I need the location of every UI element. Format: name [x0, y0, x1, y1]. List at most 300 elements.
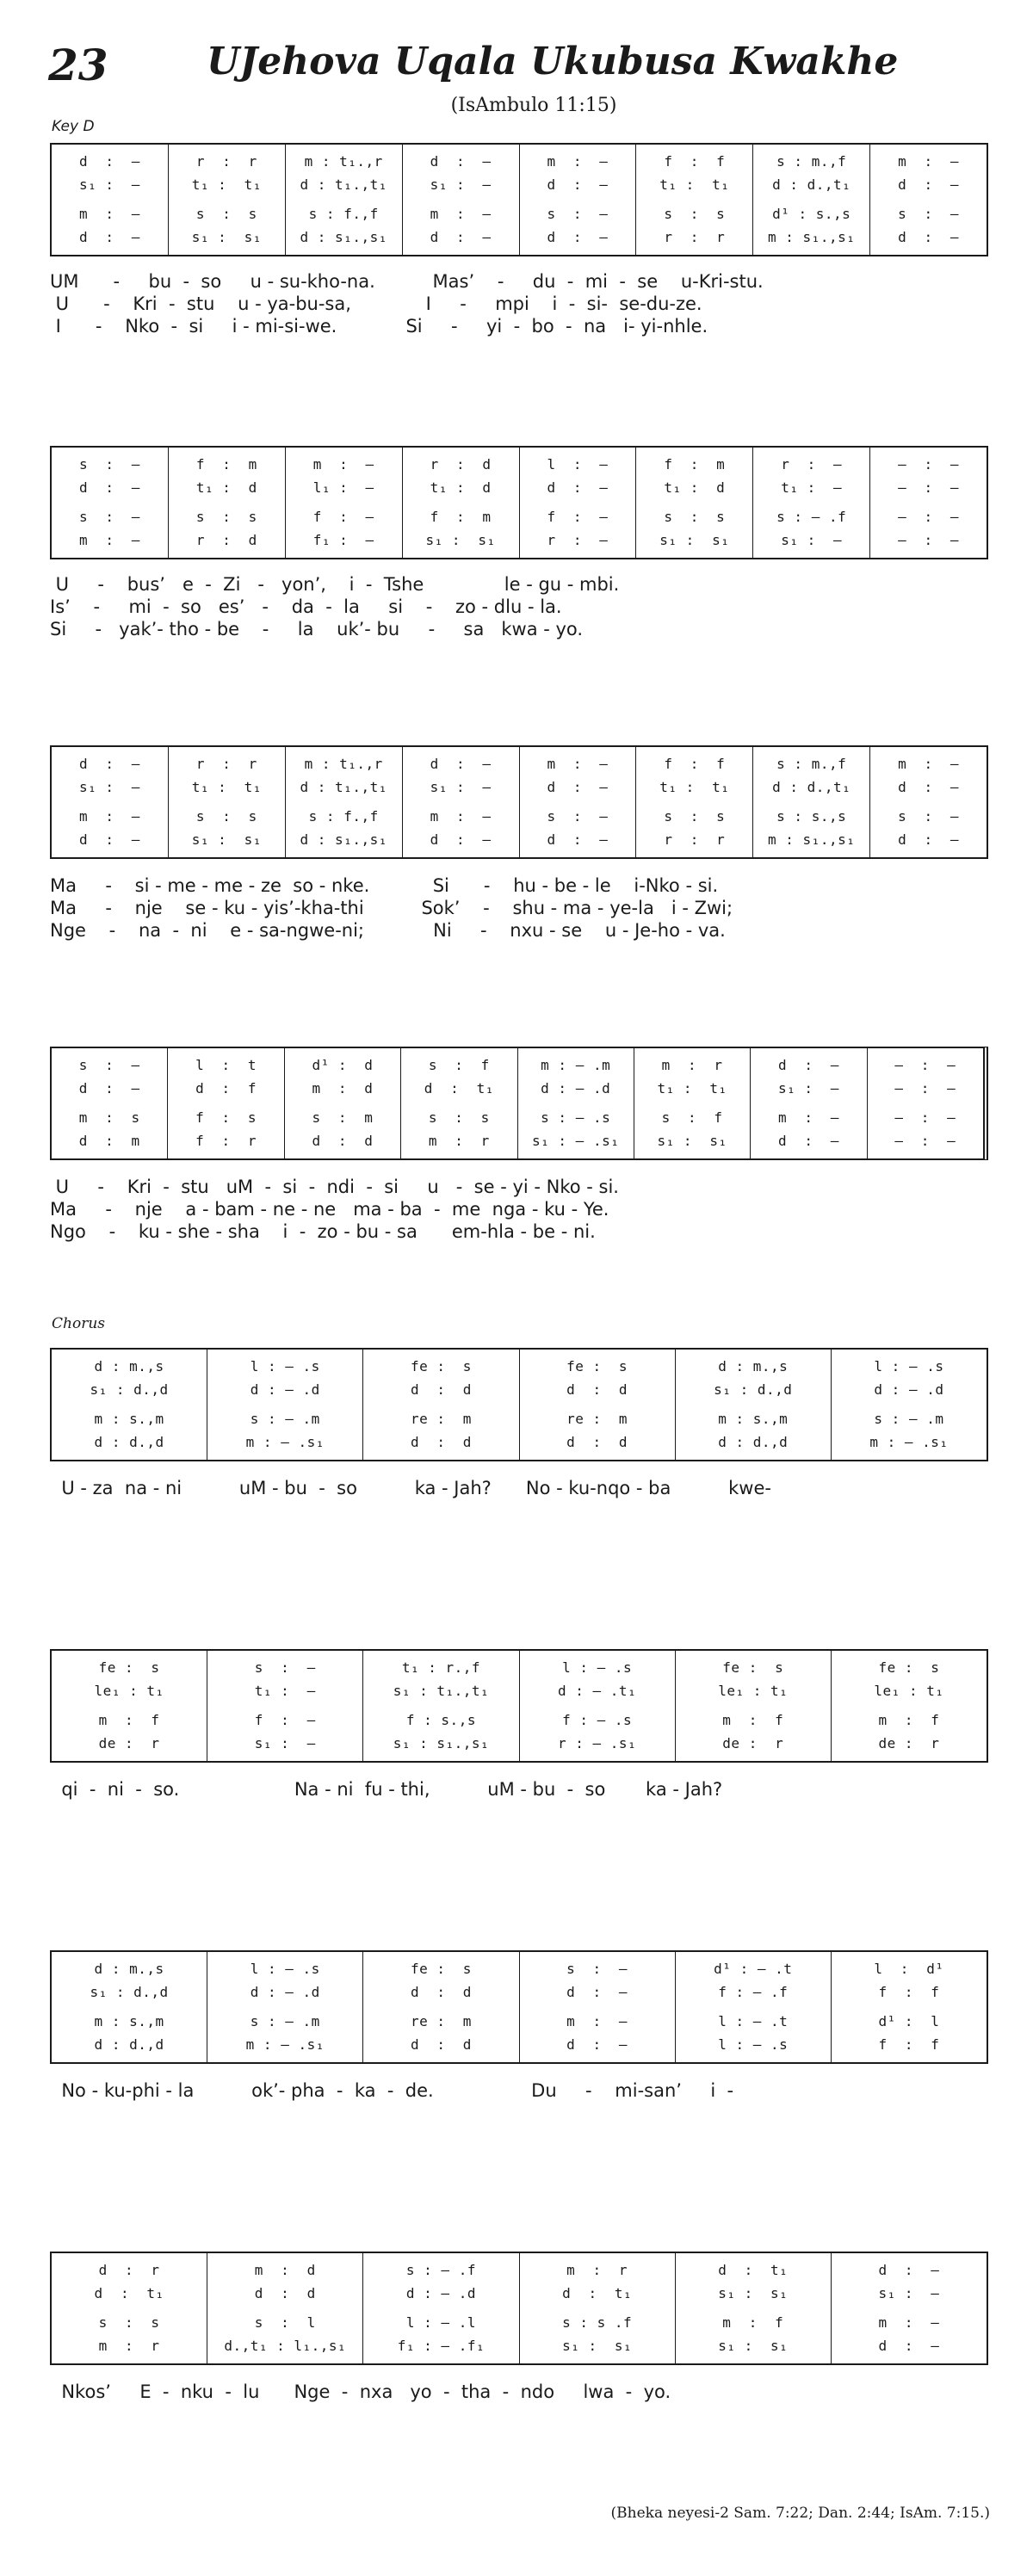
measure — [831, 1651, 987, 1761]
measure — [402, 448, 519, 558]
voice-notes: r : r — [195, 756, 257, 772]
voice-notes: s : — — [898, 205, 960, 222]
voice-notes: f : f — [664, 756, 726, 772]
voice-notes: s₁ : s₁ — [657, 1132, 727, 1149]
measure — [519, 747, 636, 857]
measure — [52, 2253, 207, 2363]
voice-notes: d : d.,t₁ — [772, 779, 851, 796]
measure — [284, 1048, 400, 1158]
voice-notes: f : r — [195, 1132, 257, 1149]
voice-notes: d : — — [566, 2035, 628, 2053]
measure — [519, 1952, 675, 2062]
voice-notes: m : t₁.,r — [304, 756, 383, 772]
voice-notes: d : d.,d — [94, 2035, 164, 2053]
voice-notes: l : — .s — [874, 1358, 944, 1374]
voice-notes: m : — — [430, 807, 492, 825]
voice-notes: m : — — [777, 1109, 839, 1126]
voice-notes: m : — — [547, 756, 609, 772]
voice-notes: d : — — [777, 1132, 839, 1149]
voice-notes: s : s — [664, 807, 726, 825]
voice-notes: s₁ : s₁ — [425, 531, 496, 548]
voice-notes: d¹ : d — [312, 1057, 374, 1073]
voice-notes: s₁ : d.,d — [90, 1984, 169, 2001]
lyrics-block — [50, 270, 988, 337]
voice-notes: f : m — [195, 456, 257, 473]
voice-notes: f : f — [664, 153, 726, 170]
voice-notes: — : — — [898, 508, 960, 525]
voice-notes: d : m.,s — [718, 1358, 789, 1374]
voice-notes: d : — — [430, 756, 492, 772]
measure — [519, 1350, 675, 1460]
voice-notes: f₁ : — .f₁ — [397, 2337, 486, 2354]
voice-notes: m : — .s₁ — [869, 1433, 949, 1450]
voice-notes: d : — — [547, 479, 609, 497]
voice-notes: d : t₁ — [562, 2285, 633, 2302]
voice-notes: r : — — [781, 456, 843, 473]
voice-notes: d : — — [547, 779, 609, 796]
voice-notes: d : s₁.,s₁ — [300, 228, 387, 245]
voice-notes: m : — .s₁ — [245, 2035, 325, 2053]
lyric-line: qi - ni - so. Na - ni fu - thi, uM - bu - so ka - Jah? — [50, 1779, 723, 1800]
voice-notes: d : d.,t₁ — [772, 176, 851, 194]
measure — [52, 448, 168, 558]
voice-notes: f : f — [878, 2035, 940, 2053]
voice-notes: de : r — [722, 1734, 784, 1751]
voice-notes: f : s.,s — [405, 1711, 476, 1728]
measure — [285, 747, 402, 857]
voice-notes: fe : s — [566, 1358, 628, 1374]
voice-notes: m : s.,m — [94, 2012, 164, 2029]
voice-notes: d : t₁.,t₁ — [300, 176, 387, 194]
voice-notes: s₁ : s₁ — [718, 2285, 789, 2302]
voice-notes: d : t₁ — [718, 2262, 789, 2278]
measure — [635, 448, 752, 558]
measure — [675, 1952, 831, 2062]
voice-notes: fe : s — [410, 1358, 472, 1374]
voice-notes: r : r — [195, 153, 257, 170]
voice-notes: l : — .s — [562, 1659, 633, 1676]
song-number: 23 — [48, 40, 108, 90]
voice-notes: d : — — [566, 1984, 628, 2001]
voice-notes: s : m — [312, 1109, 374, 1126]
voice-notes: le₁ : t₁ — [94, 1683, 164, 1700]
voice-notes: s : f — [428, 1057, 490, 1073]
voice-notes: m : r — [566, 2262, 628, 2278]
voice-notes: l : — .s — [250, 1961, 320, 1977]
voice-notes: — : — — [894, 1057, 956, 1073]
voice-notes: le₁ : t₁ — [718, 1683, 789, 1700]
voice-notes: — : — — [894, 1132, 956, 1149]
measure — [675, 1651, 831, 1761]
measure — [634, 1048, 750, 1158]
voice-notes: d¹ : l — [878, 2012, 940, 2029]
measure — [869, 145, 987, 255]
key-signature: Key D — [52, 118, 95, 135]
measure — [285, 145, 402, 255]
voice-notes: d : r — [98, 2262, 160, 2278]
measure — [285, 448, 402, 558]
voice-notes: d : — — [878, 2262, 940, 2278]
voice-notes: m : f — [878, 1711, 940, 1728]
voice-notes: r : r — [664, 228, 726, 245]
voice-notes: s : f — [661, 1109, 723, 1126]
voice-notes: f : s — [195, 1109, 257, 1126]
voice-notes: f : — — [254, 1711, 316, 1728]
lyrics-block — [50, 2381, 988, 2403]
song-header — [0, 0, 1033, 146]
voice-notes: t₁ : t₁ — [191, 779, 262, 796]
voice-notes: d : f — [195, 1080, 257, 1097]
voice-notes: f : — .f — [718, 1984, 789, 2001]
voice-notes: d : — — [78, 479, 140, 497]
voice-notes: fe : s — [98, 1659, 160, 1676]
measure — [831, 1350, 987, 1460]
voice-notes: s : — .f — [405, 2262, 476, 2278]
voice-notes: s : — — [78, 508, 140, 525]
voice-notes: m : s₁.,s₁ — [768, 831, 856, 848]
voice-notes: fe : s — [878, 1659, 940, 1676]
lyric-line: Ma - si - me - me - ze so - nke. Si - hu - be - le i-Nko - si. — [50, 875, 719, 896]
voice-notes: d : — — [78, 228, 140, 245]
voice-notes: d : m.,s — [94, 1961, 164, 1977]
voice-notes: fe : s — [722, 1659, 784, 1676]
measure — [675, 1350, 831, 1460]
voice-notes: s : — .m — [874, 1410, 944, 1427]
voice-notes: d : d — [312, 1132, 374, 1149]
voice-notes: s₁ : t₁.,t₁ — [393, 1683, 490, 1700]
voice-notes: s : — .s — [541, 1109, 611, 1126]
voice-notes: — : — — [898, 479, 960, 497]
voice-notes: m : r — [98, 2337, 160, 2354]
voice-notes: t₁ : t₁ — [191, 176, 262, 194]
measure — [52, 1048, 167, 1158]
voice-notes: d : t₁.,t₁ — [300, 779, 387, 796]
voice-notes: s₁ : s₁ — [562, 2337, 633, 2354]
voice-notes: r : r — [664, 831, 726, 848]
voice-notes: d : d — [410, 1381, 472, 1399]
measure — [752, 747, 869, 857]
voice-notes: s : f.,f — [308, 807, 379, 825]
voice-notes: s : — .m — [250, 2012, 320, 2029]
voice-notes: m : — — [78, 531, 140, 548]
voice-notes: d : s₁.,s₁ — [300, 831, 387, 848]
voice-notes: d : m — [78, 1132, 140, 1149]
voice-notes: de : r — [98, 1734, 160, 1751]
voice-notes: f : m — [430, 508, 492, 525]
measure — [52, 1350, 207, 1460]
lyrics-block — [50, 2079, 988, 2102]
voice-notes: s₁ : s₁.,s₁ — [393, 1734, 490, 1751]
voice-notes: s : — — [547, 205, 609, 222]
music-staff — [50, 1047, 988, 1160]
voice-notes: d : — — [898, 779, 960, 796]
voice-notes: d : — .d — [405, 2285, 476, 2302]
voice-notes: — : — — [898, 456, 960, 473]
voice-notes: d : d — [410, 2035, 472, 2053]
voice-notes: s₁ : — — [78, 176, 140, 194]
measure — [52, 1952, 207, 2062]
voice-notes: m : — — [78, 205, 140, 222]
voice-notes: s₁ : s₁ — [191, 228, 262, 245]
lyric-line: U - Kri - stu u - ya-bu-sa, I - mpi i - si- se-du-ze. — [50, 293, 702, 314]
voice-notes: m : s.,m — [94, 1410, 164, 1427]
lyrics-block — [50, 1778, 988, 1801]
voice-notes: d : d — [254, 2285, 316, 2302]
voice-notes: m : f — [722, 2313, 784, 2331]
lyric-line: Si - yak’- tho - be - la uk’- bu - sa kwa - yo. — [50, 619, 584, 639]
voice-notes: s : m.,f — [776, 756, 847, 772]
voice-notes: m : — — [430, 205, 492, 222]
lyric-line: I - Nko - si i - mi-si-we. Si - yi - bo - na i- yi-nhle. — [50, 316, 708, 337]
chorus-label: Chorus — [52, 1315, 105, 1332]
voice-notes: d.,t₁ : l₁.,s₁ — [224, 2337, 347, 2354]
voice-notes: l : t — [195, 1057, 257, 1073]
measure — [402, 747, 519, 857]
measure — [168, 448, 285, 558]
lyric-line: No - ku-phi - la ok’- pha - ka - de. Du - mi-san’ i - — [50, 2080, 734, 2101]
voice-notes: re : m — [566, 1410, 628, 1427]
voice-notes: d : d.,d — [718, 1433, 789, 1450]
voice-notes: le₁ : t₁ — [874, 1683, 944, 1700]
music-staff — [50, 446, 988, 559]
voice-notes: d : — — [898, 228, 960, 245]
voice-notes: s₁ : s₁ — [659, 531, 730, 548]
measure — [207, 1651, 362, 1761]
voice-notes: m : — — [547, 153, 609, 170]
voice-notes: f₁ : — — [312, 531, 374, 548]
voice-notes: s₁ : — — [430, 176, 492, 194]
voice-notes: re : m — [410, 2012, 472, 2029]
voice-notes: s₁ : — — [78, 779, 140, 796]
voice-notes: s : — — [898, 807, 960, 825]
voice-notes: d : — — [430, 153, 492, 170]
lyrics-block — [50, 874, 988, 942]
measure — [52, 747, 168, 857]
voice-notes: d : — — [898, 176, 960, 194]
voice-notes: d : — .d — [250, 1984, 320, 2001]
voice-notes: t₁ : d — [195, 479, 257, 497]
voice-notes: s₁ : — — [430, 779, 492, 796]
voice-notes: d : — — [430, 228, 492, 245]
voice-notes: d : d.,d — [94, 1433, 164, 1450]
voice-notes: d : — — [898, 831, 960, 848]
voice-notes: t₁ : — — [254, 1683, 316, 1700]
voice-notes: d : — — [878, 2337, 940, 2354]
voice-notes: s : s — [428, 1109, 490, 1126]
voice-notes: d : d — [410, 1433, 472, 1450]
voice-notes: s : s.,s — [776, 807, 847, 825]
measure — [519, 145, 636, 255]
voice-notes: l : — .t — [718, 2012, 789, 2029]
voice-notes: s₁ : — — [878, 2285, 940, 2302]
voice-notes: m : r — [428, 1132, 490, 1149]
voice-notes: s₁ : s₁ — [718, 2337, 789, 2354]
voice-notes: f : m — [664, 456, 726, 473]
measure — [362, 1350, 518, 1460]
measure — [752, 145, 869, 255]
voice-notes: m : s — [78, 1109, 140, 1126]
voice-notes: — : — — [894, 1109, 956, 1126]
voice-notes: m : — — [566, 2012, 628, 2029]
lyrics-block — [50, 1477, 988, 1499]
voice-notes: t₁ : t₁ — [659, 779, 730, 796]
voice-notes: d : d — [410, 1984, 472, 2001]
voice-notes: s : s — [664, 205, 726, 222]
voice-notes: m : — — [898, 153, 960, 170]
voice-notes: m : f — [722, 1711, 784, 1728]
voice-notes: l : d¹ — [874, 1961, 944, 1977]
voice-notes: t₁ : t₁ — [657, 1080, 727, 1097]
lyric-line: U - za na - ni uM - bu - so ka - Jah? No - ku-nqo - ba kwe- — [50, 1478, 771, 1498]
voice-notes: t₁ : r.,f — [401, 1659, 481, 1676]
voice-notes: m : s.,m — [718, 1410, 789, 1427]
voice-notes: d : m.,s — [94, 1358, 164, 1374]
measure — [52, 1651, 207, 1761]
voice-notes: d¹ : s.,s — [772, 205, 851, 222]
measure — [869, 448, 987, 558]
voice-notes: r : d — [195, 531, 257, 548]
voice-notes: d : — .d — [874, 1381, 944, 1399]
measure — [675, 2253, 831, 2363]
voice-notes: t₁ : d — [664, 479, 726, 497]
voice-notes: d : — — [78, 831, 140, 848]
measure — [517, 1048, 634, 1158]
measure — [52, 145, 168, 255]
voice-notes: m : — — [898, 756, 960, 772]
voice-notes: f : — — [312, 508, 374, 525]
voice-notes: s₁ : — — [777, 1080, 839, 1097]
voice-notes: d : t₁ — [424, 1080, 494, 1097]
voice-notes: d : — — [547, 176, 609, 194]
voice-notes: re : m — [410, 1410, 472, 1427]
voice-notes: fe : s — [410, 1961, 472, 1977]
measure — [402, 145, 519, 255]
measure — [207, 1350, 362, 1460]
voice-notes: f : — — [547, 508, 609, 525]
measure — [635, 145, 752, 255]
voice-notes: d : — .d — [541, 1080, 611, 1097]
voice-notes: s : — — [78, 456, 140, 473]
voice-notes: s₁ : d.,d — [714, 1381, 793, 1399]
measure — [519, 1651, 675, 1761]
voice-notes: m : — — [312, 456, 374, 473]
voice-notes: t₁ : d — [430, 479, 492, 497]
voice-notes: m : r — [661, 1057, 723, 1073]
voice-notes: m : d — [312, 1080, 374, 1097]
voice-notes: f : — .s — [562, 1711, 633, 1728]
music-staff — [50, 1649, 988, 1763]
voice-notes: m : s₁.,s₁ — [768, 228, 856, 245]
voice-notes: m : f — [98, 1711, 160, 1728]
voice-notes: r : — — [547, 531, 609, 548]
music-staff — [50, 745, 988, 859]
footer-reference: (Bheka neyesi-2 Sam. 7:22; Dan. 2:44; IsAm. 7:15.) — [610, 2505, 990, 2522]
measure — [362, 1952, 518, 2062]
voice-notes: de : r — [878, 1734, 940, 1751]
lyric-line: U - Kri - stu uM - si - ndi - si u - se - yi - Nko - si. — [50, 1177, 619, 1197]
music-staff — [50, 143, 988, 256]
voice-notes: s : s .f — [562, 2313, 633, 2331]
voice-notes: d¹ : — .t — [714, 1961, 793, 1977]
voice-notes: s : f.,f — [308, 205, 379, 222]
measure — [867, 1048, 983, 1158]
measure — [400, 1048, 516, 1158]
voice-notes: s : s — [195, 205, 257, 222]
measure — [362, 1651, 518, 1761]
voice-notes: d : — .d — [250, 1381, 320, 1399]
voice-notes: m : d — [254, 2262, 316, 2278]
voice-notes: l : — .s — [250, 1358, 320, 1374]
voice-notes: t₁ : t₁ — [659, 176, 730, 194]
measure — [168, 145, 285, 255]
voice-notes: d : t₁ — [94, 2285, 164, 2302]
measure — [519, 2253, 675, 2363]
song-title: UJehova Uqala Ukubusa Kwakhe — [207, 40, 899, 83]
measure — [869, 747, 987, 857]
voice-notes: m : — — [878, 2313, 940, 2331]
voice-notes: m : — — [78, 807, 140, 825]
voice-notes: s : — — [254, 1659, 316, 1676]
measure — [207, 2253, 362, 2363]
voice-notes: m : — .s₁ — [245, 1433, 325, 1450]
lyric-line: Nge - na - ni e - sa-ngwe-ni; Ni - nxu - se u - Je-ho - va. — [50, 920, 726, 941]
voice-notes: m : t₁.,r — [304, 153, 383, 170]
measure — [167, 1048, 283, 1158]
lyric-line: Ngo - ku - she - sha i - zo - bu - sa em-hla - be - ni. — [50, 1221, 596, 1242]
voice-notes: f : f — [878, 1984, 940, 2001]
voice-notes: — : — — [898, 531, 960, 548]
voice-notes: l : — .s — [718, 2035, 789, 2053]
voice-notes: s : m.,f — [776, 153, 847, 170]
voice-notes: d : — — [78, 756, 140, 772]
lyric-line: U - bus’ e - Zi - yon’, i - Tshe le - gu - mbi. — [50, 574, 620, 595]
voice-notes: d : — — [430, 831, 492, 848]
voice-notes: s : s — [195, 807, 257, 825]
voice-notes: s : — — [547, 807, 609, 825]
measure — [519, 448, 636, 558]
voice-notes: s : s — [98, 2313, 160, 2331]
music-staff — [50, 1348, 988, 1461]
lyric-line: Is’ - mi - so es’ - da - la si - zo - dlu - la. — [50, 596, 562, 617]
voice-notes: d : — — [78, 153, 140, 170]
voice-notes: l₁ : — — [312, 479, 374, 497]
measure — [750, 1048, 866, 1158]
music-staff — [50, 1950, 988, 2064]
voice-notes: s : s — [195, 508, 257, 525]
lyric-line: Ma - nje se - ku - yis’-kha-thi Sok’ - shu - ma - ye-la i - Zwi; — [50, 898, 733, 918]
voice-notes: d : — — [777, 1057, 839, 1073]
measure — [207, 1952, 362, 2062]
lyric-line: Nkos’ E - nku - lu Nge - nxa yo - tha - ndo lwa - yo. — [50, 2381, 671, 2402]
voice-notes: s : — .m — [250, 1410, 320, 1427]
voice-notes: t₁ : — — [781, 479, 843, 497]
voice-notes: s : s — [664, 508, 726, 525]
measure — [831, 2253, 987, 2363]
lyric-line: Ma - nje a - bam - ne - ne ma - ba - me nga - ku - Ye. — [50, 1199, 609, 1220]
music-staff — [50, 2252, 988, 2365]
voice-notes: — : — — [894, 1080, 956, 1097]
lyrics-block — [50, 1176, 988, 1243]
voice-notes: d : d — [566, 1433, 628, 1450]
voice-notes: d : — — [547, 831, 609, 848]
voice-notes: s₁ : — — [781, 531, 843, 548]
voice-notes: d : — — [547, 228, 609, 245]
voice-notes: d : — — [78, 1080, 140, 1097]
voice-notes: s : — — [78, 1057, 140, 1073]
voice-notes: s : l — [254, 2313, 316, 2331]
measure — [752, 448, 869, 558]
voice-notes: s : — — [566, 1961, 628, 1977]
